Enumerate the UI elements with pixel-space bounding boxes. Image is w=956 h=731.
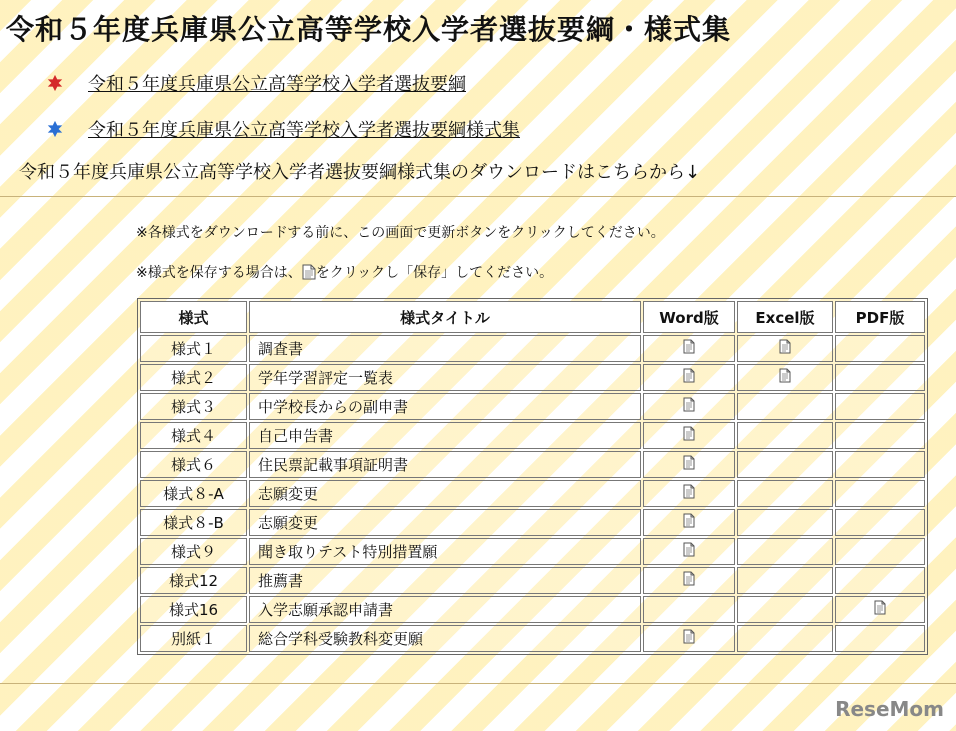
word-download-icon[interactable]: [683, 398, 695, 416]
pdf-download-cell: [835, 538, 925, 565]
table-header-row: [140, 301, 925, 333]
pdf-download-cell: [835, 422, 925, 449]
link-row-guidelines: [46, 70, 466, 96]
form-title: 総合学科受験教科変更願: [249, 625, 641, 652]
table-row: [140, 335, 925, 362]
excel-download-cell: [737, 393, 833, 420]
word-download-icon[interactable]: [683, 514, 695, 532]
word-download-icon[interactable]: [683, 572, 695, 590]
pdf-download-cell: [835, 625, 925, 652]
excel-download-cell: [737, 422, 833, 449]
form-number: 様式１: [140, 335, 247, 362]
form-title: 中学校長からの副申書: [249, 393, 641, 420]
header-excel: Excel版: [737, 301, 833, 333]
form-title: 入学志願承認申請書: [249, 596, 641, 623]
word-download-cell: [643, 625, 735, 652]
form-title: 志願変更: [249, 509, 641, 536]
header-title: 様式タイトル: [249, 301, 641, 333]
word-download-cell: [643, 509, 735, 536]
form-number: 様式８-A: [140, 480, 247, 507]
divider-bottom: [0, 683, 956, 684]
word-download-icon[interactable]: [683, 485, 695, 503]
pdf-download-cell: [835, 480, 925, 507]
refresh-note: ※各様式をダウンロードする前に、この画面で更新ボタンをクリックしてください。: [136, 225, 665, 241]
excel-download-cell: [737, 364, 833, 391]
pdf-download-cell: [835, 567, 925, 594]
header-word: Word版: [643, 301, 735, 333]
forms-table: [137, 298, 928, 655]
excel-download-cell: [737, 480, 833, 507]
pdf-download-cell: [835, 335, 925, 362]
table-row: [140, 480, 925, 507]
blue-star-icon: [46, 120, 64, 138]
header-pdf: PDF版: [835, 301, 925, 333]
word-download-icon[interactable]: [683, 543, 695, 561]
excel-download-cell: [737, 509, 833, 536]
word-download-cell: [643, 364, 735, 391]
word-download-cell: [643, 393, 735, 420]
excel-download-cell: [737, 451, 833, 478]
link-row-forms: [46, 116, 520, 142]
guidelines-link[interactable]: 令和５年度兵庫県公立高等学校入学者選抜要綱: [88, 74, 466, 95]
pdf-download-icon[interactable]: [874, 601, 886, 619]
form-title: 自己申告書: [249, 422, 641, 449]
word-download-icon[interactable]: [683, 427, 695, 445]
word-download-cell: [643, 538, 735, 565]
form-number: 様式４: [140, 422, 247, 449]
pdf-download-cell: [835, 509, 925, 536]
excel-download-cell: [737, 335, 833, 362]
pdf-download-cell: [835, 451, 925, 478]
word-download-cell: [643, 480, 735, 507]
word-download-cell: [643, 422, 735, 449]
form-title: 住民票記載事項証明書: [249, 451, 641, 478]
page-title: 令和５年度兵庫県公立高等学校入学者選抜要綱・様式集: [6, 13, 732, 46]
form-title: 聞き取りテスト特別措置願: [249, 538, 641, 565]
download-note: 令和５年度兵庫県公立高等学校入学者選抜要綱様式集のダウンロードはこちらから↓: [19, 162, 701, 183]
word-download-icon[interactable]: [683, 340, 695, 358]
form-number: 別紙１: [140, 625, 247, 652]
table-row: [140, 393, 925, 420]
excel-download-cell: [737, 625, 833, 652]
form-title: 調査書: [249, 335, 641, 362]
word-download-cell: [643, 451, 735, 478]
forms-collection-link[interactable]: 令和５年度兵庫県公立高等学校入学者選抜要綱様式集: [88, 120, 520, 141]
form-number: 様式12: [140, 567, 247, 594]
form-number: 様式６: [140, 451, 247, 478]
excel-download-icon[interactable]: [779, 340, 791, 358]
resemom-logo: ReseMom: [835, 697, 944, 721]
table-row: [140, 538, 925, 565]
divider-top: [0, 196, 956, 197]
table-row: [140, 625, 925, 652]
form-number: 様式９: [140, 538, 247, 565]
word-download-cell: [643, 335, 735, 362]
form-number: 様式３: [140, 393, 247, 420]
word-download-icon[interactable]: [683, 456, 695, 474]
table-row: [140, 509, 925, 536]
word-download-cell: [643, 567, 735, 594]
red-star-icon: [46, 74, 64, 92]
form-number: 様式16: [140, 596, 247, 623]
word-download-icon[interactable]: [683, 630, 695, 648]
save-note: [136, 262, 553, 282]
form-title: 学年学習評定一覧表: [249, 364, 641, 391]
header-form: 様式: [140, 301, 247, 333]
save-note-before: ※様式を保存する場合は、: [136, 265, 302, 281]
form-title: 志願変更: [249, 480, 641, 507]
excel-download-cell: [737, 567, 833, 594]
pdf-download-cell: [835, 364, 925, 391]
word-download-cell: [643, 596, 735, 623]
excel-download-icon[interactable]: [779, 369, 791, 387]
form-title: 推薦書: [249, 567, 641, 594]
table-row: [140, 364, 925, 391]
pdf-download-cell: [835, 596, 925, 623]
table-row: [140, 567, 925, 594]
document-icon: [302, 264, 316, 280]
form-number: 様式２: [140, 364, 247, 391]
table-row: [140, 422, 925, 449]
excel-download-cell: [737, 538, 833, 565]
excel-download-cell: [737, 596, 833, 623]
pdf-download-cell: [835, 393, 925, 420]
save-note-after: をクリックし「保存」してください。: [315, 265, 554, 281]
table-row: [140, 596, 925, 623]
form-number: 様式８-B: [140, 509, 247, 536]
word-download-icon[interactable]: [683, 369, 695, 387]
table-row: [140, 451, 925, 478]
